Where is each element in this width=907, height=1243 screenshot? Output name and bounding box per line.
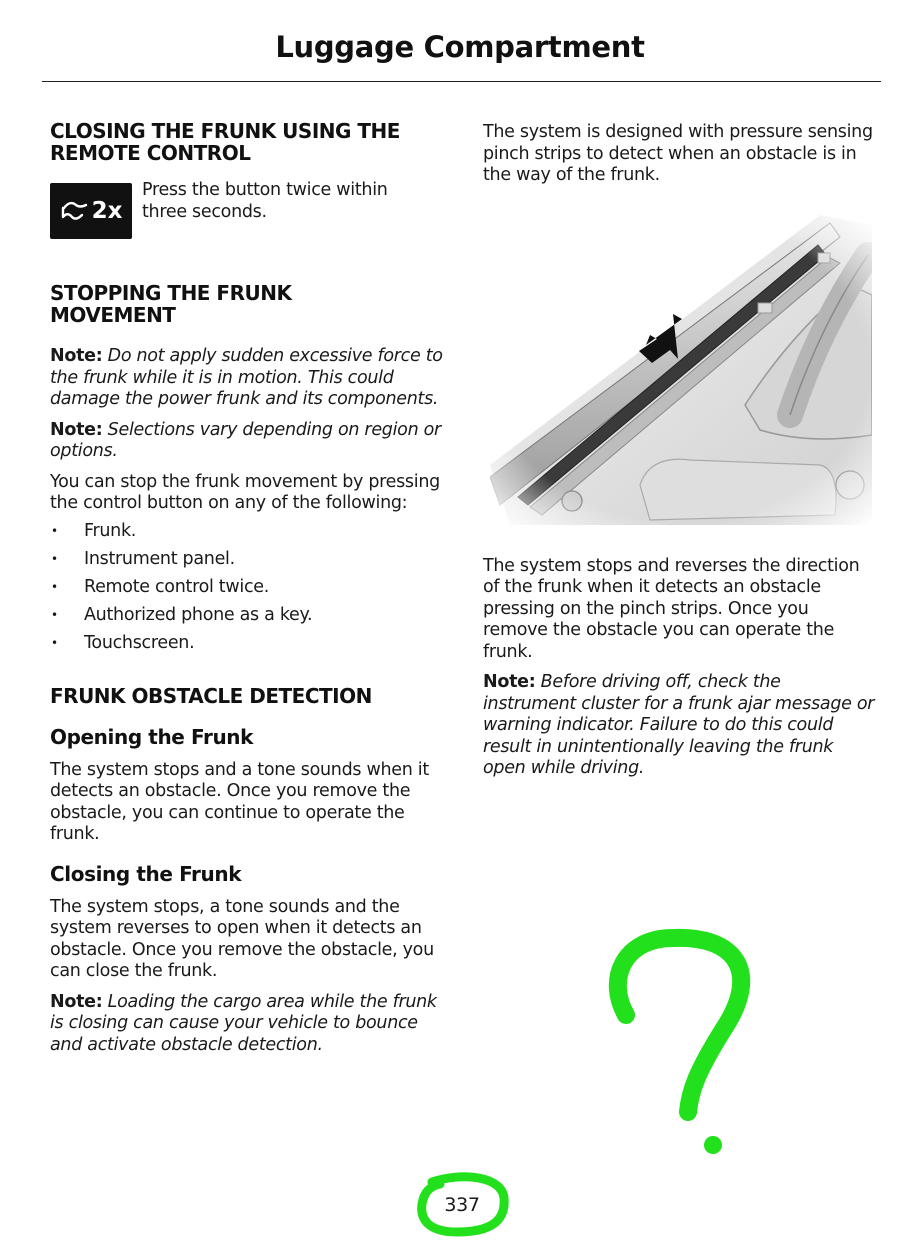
remote-instruction-text: Press the button twice within three seconds. — [142, 180, 388, 222]
closing-frunk-heading: Closing the Frunk — [50, 861, 242, 886]
remote-press-count: 2x — [91, 198, 123, 224]
reverse-text: The system stops and reverses the direction of the frunk when it detects an obstacle pressing on the pinch strips. Once you remove the obstacle you can operate the frunk. — [483, 555, 860, 662]
note-label: Note: — [50, 991, 103, 1012]
left-column — [50, 120, 445, 1056]
opening-frunk-heading: Opening the Frunk — [50, 724, 254, 749]
pinch-strip-intro: The system is designed with pressure sensing pinch strips to detect when an obstacle is in the way of the frunk. — [483, 122, 873, 185]
page-number: 337 — [444, 1194, 480, 1216]
note-text: Loading the cargo area while the frunk is closing can cause your vehicle to bounce and activate obstacle detection. — [50, 991, 437, 1055]
note-label: Note: — [483, 672, 536, 692]
list-item: • Remote control twice. — [50, 573, 445, 601]
stop-methods-list — [50, 517, 445, 657]
stopping-note-2 — [50, 420, 445, 463]
note-text: Selections vary depending on region or options. — [50, 419, 441, 461]
opening-frunk-text: The system stops and a tone sounds when it detects an obstacle. Once you remove the obstacle, you can continue to operate the frunk. — [50, 759, 429, 844]
pinch-strip-illustration — [490, 215, 872, 525]
note-label: Note: — [50, 419, 103, 440]
list-item: • Instrument panel. — [50, 545, 445, 573]
stopping-heading: STOPPING THE FRUNK MOVEMENT — [50, 281, 292, 327]
remote-button-icon — [50, 183, 132, 239]
obstacle-heading: FRUNK OBSTACLE DETECTION — [50, 683, 372, 708]
question-mark-dot — [704, 1136, 722, 1154]
remote-instruction-row — [50, 182, 445, 239]
list-item: • Frunk. — [50, 517, 445, 545]
question-mark-annotation — [598, 920, 763, 1165]
page-header-title: Luggage Compartment — [275, 30, 645, 64]
note-label: Note: — [50, 346, 103, 366]
stopping-intro: You can stop the frunk movement by pressing the control button on any of the following: — [50, 471, 440, 513]
closing-frunk-text: The system stops, a tone sounds and the system reverses to open when it detects an obstacle. Once you remove the obstacle, you can close the frunk. — [50, 896, 434, 981]
question-mark-stroke — [618, 938, 741, 1112]
driving-note — [483, 672, 878, 780]
note-text: Do not apply sudden excessive force to the frunk while it is in motion. This could damage the power frunk and its components. — [50, 346, 443, 409]
list-item: • Authorized phone as a key. — [50, 601, 445, 629]
stopping-note-1 — [50, 346, 445, 411]
obstacle-note — [50, 992, 445, 1057]
note-text: Before driving off, check the instrument cluster for a frunk ajar message or warning indicator. Failure to do this could result in unintentionally leaving the frunk open while driving. — [483, 672, 875, 778]
header-divider — [42, 81, 881, 82]
frunk-open-icon — [60, 196, 90, 226]
closing-remote-heading: CLOSING THE FRUNK USING THE REMOTE CONTROL — [50, 119, 400, 165]
list-item: • Touchscreen. — [50, 629, 445, 657]
